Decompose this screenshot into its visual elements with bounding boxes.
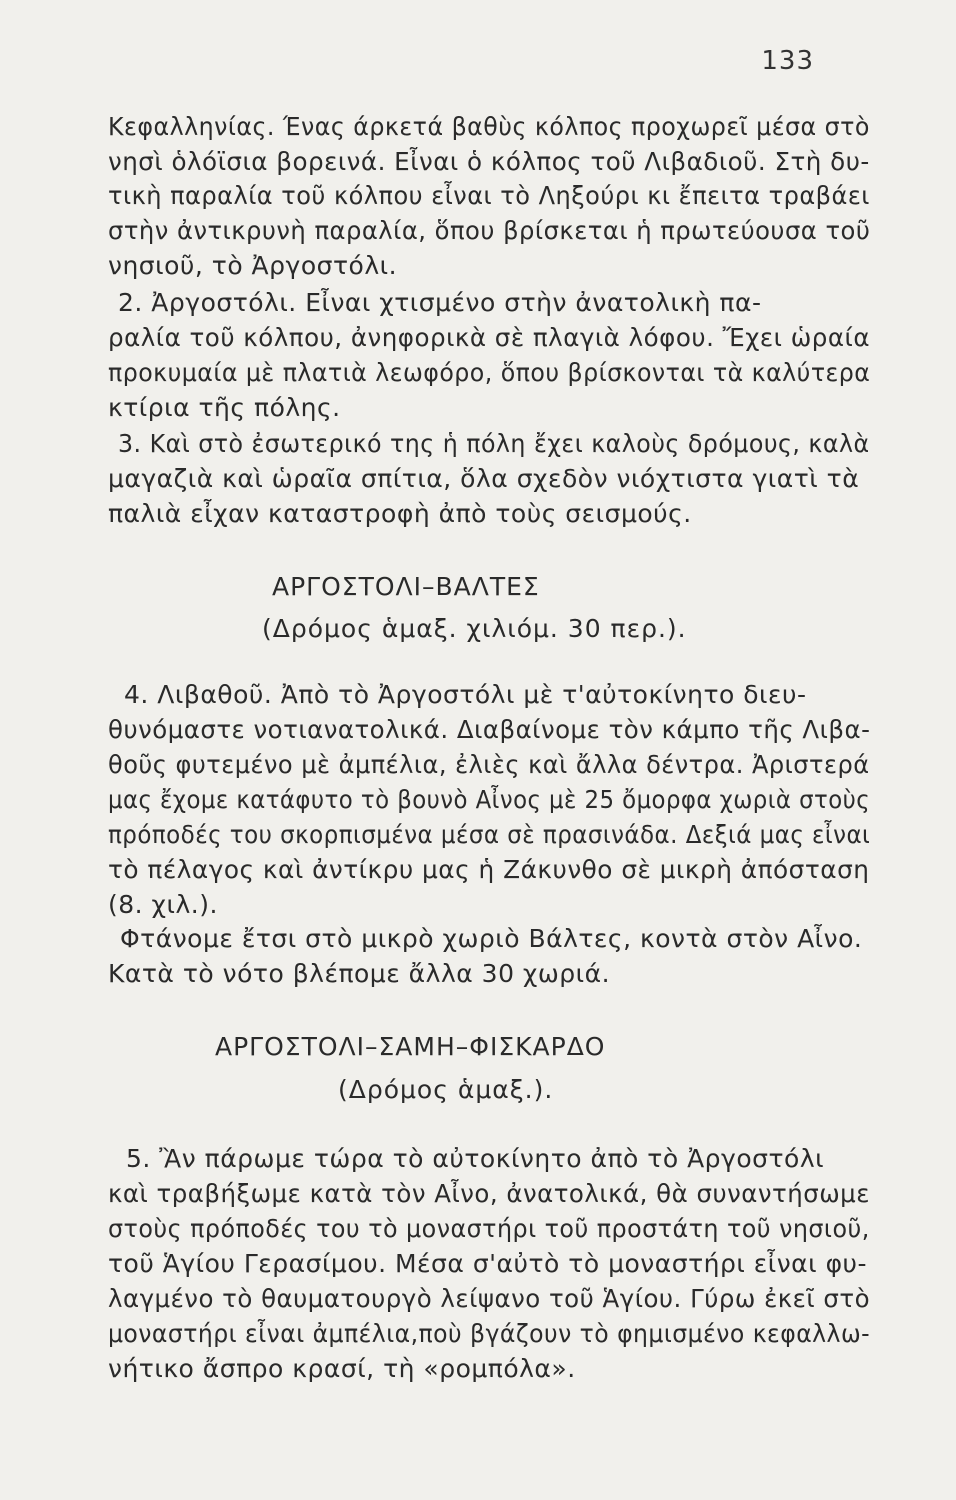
text-line: Φτάνομε ἔτσι στὸ μικρὸ χωριὸ Βάλτες, κοντὰ στὸν Αἶνο. [120,924,863,953]
text-line: νήτικο ἄσπρο κρασί, τὴ «ρομπόλα». [108,1354,576,1383]
text-line: κτίρια τῆς πόλης. [108,393,341,422]
section-subtitle: (Δρόμος ἁμαξ.). [338,1075,554,1104]
text-line: 3. Καὶ στὸ ἐσωτερικό της ἡ πόλη ἔχει καλοὺς δρόμους, καλὰ [118,429,870,458]
text-line: τὸ πέλαγος καὶ ἀντίκρυ μας ἡ Ζάκυνθο σὲ μικρὴ ἀπόσταση [108,855,870,884]
section-title: ΑΡΓΟΣΤΟΛΙ–ΒΑΛΤΕΣ [272,572,540,601]
text-line: ραλία τοῦ κόλπου, ἀνηφορικὰ σὲ πλαγιὰ λόφου. Ἔχει ὡραία [108,323,871,352]
text-line: Κατὰ τὸ νότο βλέπομε ἄλλα 30 χωριά. [108,959,611,988]
text-line: (8. χιλ.). [108,890,218,919]
text-line: μας ἔχομε κατάφυτο τὸ βουνὸ Αἶνος μὲ 25 ὄμορφα χωριὰ στοὺς [108,785,871,814]
text-line: καὶ τραβήξωμε κατὰ τὸν Αἶνο, ἀνατολικά, θὰ συναντήσωμε [108,1179,870,1208]
text-line: τοῦ Ἁγίου Γερασίμου. Μέσα σ'αὐτὸ τὸ μοναστήρι εἶναι φυ- [108,1249,868,1278]
text-line: πρόποδές του σκορπισμένα μέσα σὲ πρασινάδα. Δεξιά μας εἶναι [108,820,871,849]
text-line: θυνόμαστε νοτιανατολικά. Διαβαίνομε τὸν κάμπο τῆς Λιβα- [108,715,871,744]
text-line: νησιοῦ, τὸ Ἀργοστόλι. [108,251,398,280]
text-line: μαγαζιὰ καὶ ὡραῖα σπίτια, ὅλα σχεδὸν νιόχτιστα γιατὶ τὰ [108,464,860,493]
text-line: λαγμένο τὸ θαυματουργὸ λείψανο τοῦ Ἁγίου. Γύρω ἐκεῖ στὸ [108,1284,871,1313]
section-title: ΑΡΓΟΣΤΟΛΙ–ΣΑΜΗ–ΦΙΣΚΑΡΔΟ [215,1032,606,1061]
text-line: μοναστήρι εἶναι ἀμπέλια,ποὺ βγάζουν τὸ φημισμένο κεφαλλω- [108,1319,871,1348]
page-number: 133 [761,46,814,76]
text-line: νησὶ ὁλόϊσια βορεινά. Εἶναι ὁ κόλπος τοῦ Λιβαδιοῦ. Στὴ δυ- [108,147,870,176]
text-line: στὴν ἀντικρυνὴ παραλία, ὅπου βρίσκεται ἡ πρωτεύουσα τοῦ [108,216,871,245]
text-line: Κεφαλληνίας. Ένας άρκετά βαθὺς κόλπος προχωρεῖ μέσα στὸ [108,112,870,141]
text-line: τικὴ παραλία τοῦ κόλπου εἶναι τὸ Ληξούρι κι ἔπειτα τραβάει [108,181,870,210]
text-line: 4. Λιβαθοῦ. Ἀπὸ τὸ Ἀργοστόλι μὲ τ'αὐτοκίνητο διευ- [124,680,807,709]
text-line: προκυμαία μὲ πλατιὰ λεωφόρο, ὅπου βρίσκονται τὰ καλύτερα [108,358,871,387]
text-line: θοῦς φυτεμένο μὲ ἀμπέλια, ἐλιὲς καὶ ἄλλα δέντρα. Ἀριστερά [108,750,870,779]
text-line: στοὺς πρόποδές του τὸ μοναστήρι τοῦ προστάτη τοῦ νησιοῦ, [108,1214,870,1243]
text-line: 5. Ἂν πάρωμε τώρα τὸ αὐτοκίνητο ἀπὸ τὸ Ἀργοστόλι [126,1144,825,1173]
text-line: παλιὰ εἶχαν καταστροφὴ ἀπὸ τοὺς σεισμούς. [108,499,692,528]
text-line: 2. Ἀργοστόλι. Εἶναι χτισμένο στὴν ἀνατολικὴ πα- [118,288,762,317]
section-subtitle: (Δρόμος ἁμαξ. χιλιόμ. 30 περ.). [262,614,687,643]
